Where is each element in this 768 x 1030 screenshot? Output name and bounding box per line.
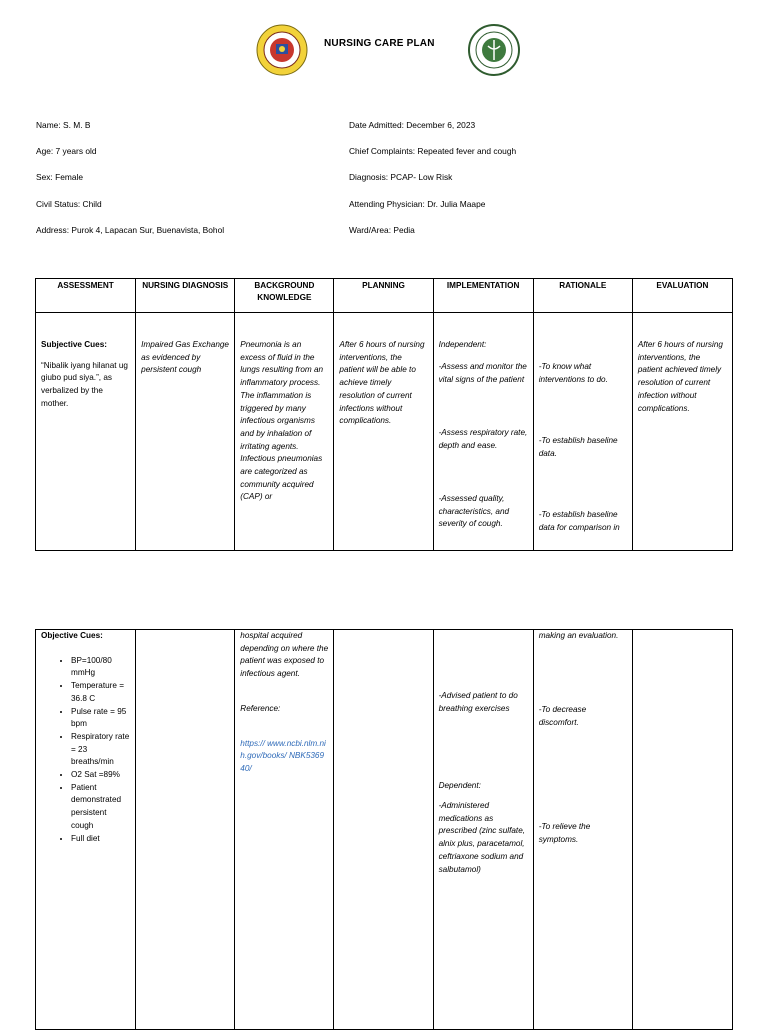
header-background-knowledge: BACKGROUND KNOWLEDGE bbox=[235, 279, 334, 313]
impl-item-5: -Administered medications as prescribed (zinc sulfate, alnix plus, paracetamol, ceftriaxone sodium and salbutamol) bbox=[438, 801, 526, 874]
impl-item-3: -Assessed quality, characteristics, and severity of cough. bbox=[438, 494, 510, 529]
left-logo bbox=[256, 24, 308, 81]
background-text: Pneumonia is an excess of fluid in the lungs resulting from an inflammatory process. The inflammation is triggered by many infectious organisms and by inhalation of irritating agents. Infectious pneumonias are categorized as community acquired (CAP) or bbox=[240, 340, 324, 502]
implementation-cell-cont bbox=[433, 630, 533, 1030]
rationale-item-5: -To relieve the symptoms. bbox=[538, 822, 591, 844]
attending-physician: Attending Physician: Dr. Julia Maape bbox=[349, 199, 486, 209]
planning-cell bbox=[334, 313, 433, 551]
evaluation-cell-cont bbox=[632, 630, 732, 1030]
header-evaluation: EVALUATION bbox=[632, 279, 732, 313]
list-item: • Full diet bbox=[71, 833, 130, 846]
list-item: • Respiratory rate = 23 breaths/min bbox=[71, 731, 130, 769]
evaluation-text: After 6 hours of nursing interventions, the patient achieved timely resolution of current infection without complications. bbox=[637, 340, 723, 413]
reference-link[interactable]: https:// www.ncbi.nlm.nih.gov/books/ NBK536940/ bbox=[240, 738, 326, 773]
patient-address: Address: Purok 4, Lapacan Sur, Buenavista, Bohol bbox=[36, 225, 225, 235]
assessment-cell bbox=[36, 313, 136, 551]
nursing-diagnosis-cell bbox=[136, 313, 235, 551]
patient-sex: Sex: Female bbox=[36, 172, 84, 182]
header-implementation: IMPLEMENTATION bbox=[433, 279, 533, 313]
rationale-item-2: -To establish baseline data. bbox=[538, 436, 618, 458]
chief-complaints: Chief Complaints: Repeated fever and cough bbox=[349, 146, 517, 156]
impl-independent-label: Independent: bbox=[438, 340, 487, 349]
subjective-cues-title: Subjective Cues: bbox=[41, 340, 107, 349]
objective-cues-title: Objective Cues: bbox=[41, 631, 103, 640]
nursing-diagnosis-text: Impaired Gas Exchange as evidenced by persistent cough bbox=[141, 340, 229, 375]
rationale-item-4: -To decrease discomfort. bbox=[538, 705, 587, 727]
background-knowledge-cell bbox=[235, 313, 334, 551]
ward-area: Ward/Area: Pedia bbox=[349, 225, 415, 235]
date-admitted: Date Admitted: December 6, 2023 bbox=[349, 120, 476, 130]
list-item: • BP=100/80 mmHg bbox=[71, 655, 130, 680]
impl-item-4: -Advised patient to do breathing exercises bbox=[438, 691, 518, 713]
patient-age: Age: 7 years old bbox=[36, 146, 97, 156]
reference-label: Reference: bbox=[240, 703, 281, 713]
header-rationale: RATIONALE bbox=[533, 279, 632, 313]
care-plan-table-page2 bbox=[35, 629, 733, 1030]
planning-cell-cont bbox=[334, 630, 433, 1030]
page-title: NURSING CARE PLAN bbox=[324, 38, 435, 49]
diagnosis: Diagnosis: PCAP- Low Risk bbox=[349, 172, 453, 182]
header-assessment: ASSESSMENT bbox=[36, 279, 136, 313]
list-item: • O2 Sat =89% bbox=[71, 769, 130, 782]
planning-text: After 6 hours of nursing interventions, the patient will be able to achieve timely resolution of current infections without complications. bbox=[339, 340, 425, 426]
background-text-cont: hospital acquired depending on where the patient was exposed to infectious agent. bbox=[240, 631, 329, 679]
impl-item-1: -Assess and monitor the vital signs of the patient bbox=[438, 362, 527, 384]
subjective-cues-text: “Nibalik iyang hilanat ug giubo pud siya.”, as verbalized by the mother. bbox=[41, 360, 128, 408]
objective-cues-list bbox=[41, 655, 130, 846]
implementation-cell bbox=[433, 313, 533, 551]
rationale-cell bbox=[533, 313, 632, 551]
care-plan-table-page1 bbox=[35, 278, 733, 551]
list-item: • Pulse rate = 95 bpm bbox=[71, 706, 130, 731]
header-planning: PLANNING bbox=[334, 279, 433, 313]
patient-name: Name: S. M. B bbox=[36, 120, 91, 130]
impl-dependent-label: Dependent: bbox=[438, 781, 481, 790]
rationale-item-3: -To establish baseline data for comparison in bbox=[538, 510, 620, 532]
evaluation-cell bbox=[632, 313, 732, 551]
nursing-diagnosis-cell-cont bbox=[136, 630, 235, 1030]
impl-item-2: -Assess respiratory rate, depth and ease. bbox=[438, 428, 528, 450]
rationale-item-1: -To know what interventions to do. bbox=[538, 362, 608, 384]
patient-civil-status: Civil Status: Child bbox=[36, 199, 102, 209]
background-knowledge-cell-cont bbox=[235, 630, 334, 1030]
rationale-cell-cont bbox=[533, 630, 632, 1030]
objective-cues-cell bbox=[36, 630, 136, 1030]
right-logo bbox=[468, 24, 520, 81]
header-nursing-diagnosis: NURSING DIAGNOSIS bbox=[136, 279, 235, 313]
list-item: • Patient demonstrated persistent cough bbox=[71, 782, 130, 833]
list-item: • Temperature = 36.8 C bbox=[71, 680, 130, 705]
rationale-item-3-cont: making an evaluation. bbox=[538, 631, 619, 640]
